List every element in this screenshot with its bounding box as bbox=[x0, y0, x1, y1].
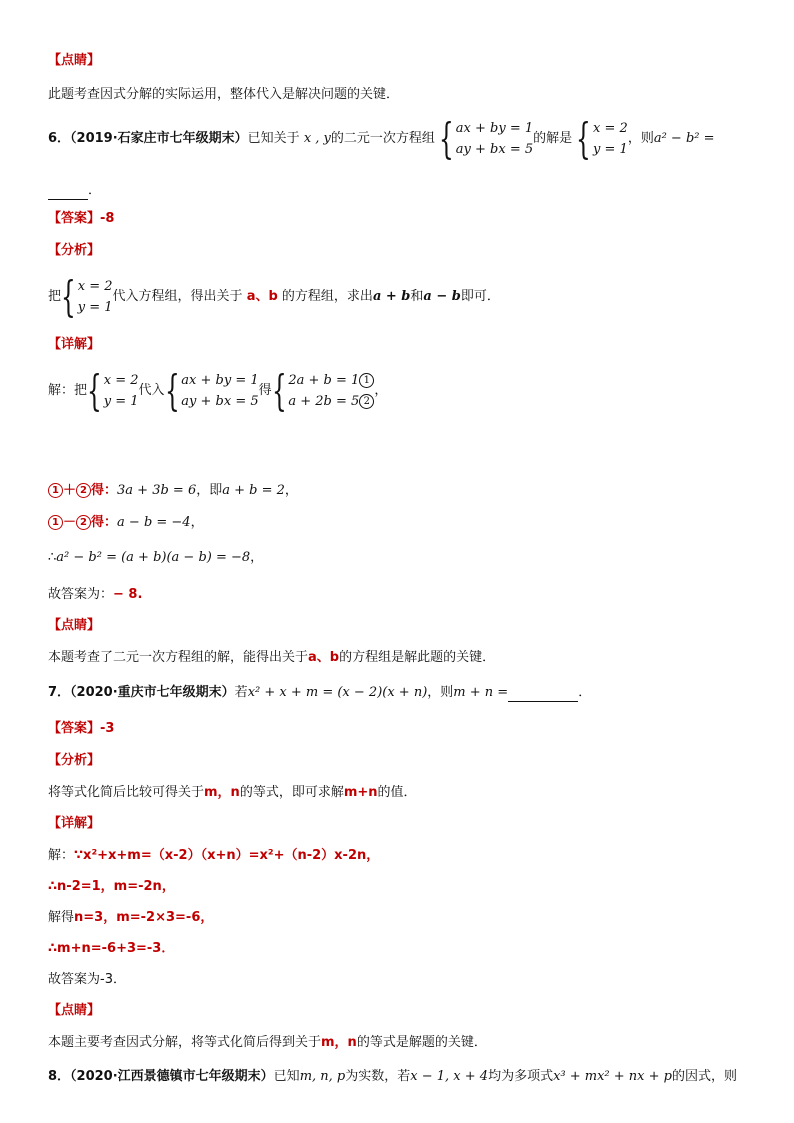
q6-brace: { bbox=[271, 365, 287, 415]
q6-circled-1: 1 bbox=[359, 373, 374, 388]
q8-stem-c: 均为多项式 bbox=[488, 1069, 554, 1084]
q7-answer-value: -3 bbox=[100, 721, 115, 736]
q6-step3 bbox=[48, 549, 263, 567]
q7-detail-3 bbox=[48, 909, 213, 927]
q8-poly: x³ + mx² + nx + p bbox=[553, 1069, 672, 1084]
q6-detail-b: 代入 bbox=[138, 383, 165, 398]
q5-dianjing-text: 此题考查因式分解的实际运用，整体代入是解决问题的关键． bbox=[48, 87, 400, 102]
q6-detail-a: 解：把 bbox=[48, 383, 88, 398]
q6-blank-line bbox=[48, 182, 101, 200]
q6-detail-end: ， bbox=[374, 383, 388, 398]
q7-stem bbox=[48, 684, 591, 702]
q6-dianjing-heading: 【点睛】 bbox=[48, 618, 101, 633]
q7-answer-heading: 【答案】 bbox=[48, 721, 101, 736]
q7-final: 故答案为-3． bbox=[48, 972, 126, 987]
q6-blank-end: ． bbox=[88, 183, 102, 198]
q6-solution-system bbox=[576, 113, 628, 163]
q6-detail-sol1: x = 2 bbox=[103, 372, 139, 388]
q6-step3-end: ， bbox=[250, 550, 264, 565]
q7-dianjing-a: 本题主要考查因式分解，将等式化简后得到关于 bbox=[48, 1035, 322, 1050]
q6-stem-c: 的解是 bbox=[533, 131, 573, 146]
q6-fenxi-d: 即可． bbox=[460, 289, 500, 304]
q6-step2-minus: － bbox=[63, 515, 77, 530]
q6-sol-row2: y = 1 bbox=[593, 141, 628, 157]
q6-brace: { bbox=[87, 365, 102, 415]
q6-step1-plus: ＋ bbox=[63, 483, 77, 498]
q6-answer-blank bbox=[48, 185, 88, 200]
q6-sol-row1: x = 2 bbox=[593, 120, 628, 136]
q6-final-a: 故答案为： bbox=[48, 587, 114, 602]
q7-number: 7． bbox=[48, 685, 71, 700]
q6-source: （2019·石家庄市七年级期末） bbox=[70, 131, 248, 146]
q6-detail-solution bbox=[87, 365, 139, 415]
q7-d3-b: n=3，m=-2×3=-6， bbox=[74, 910, 214, 925]
q6-detail-system bbox=[164, 365, 259, 415]
q6-fenxi-sol1: x = 2 bbox=[77, 278, 113, 294]
q8-vars: m, n, p bbox=[299, 1069, 346, 1084]
q6-step1-end: ， bbox=[284, 483, 298, 498]
q7-d1-b: ∵x²+x+m=（x-2）（x+n）=x²+（n-2）x-2n， bbox=[74, 848, 380, 863]
q7-stem-a: 若 bbox=[234, 685, 248, 700]
q6-final-b: − 8. bbox=[113, 587, 143, 602]
q6-dianjing-ab: a、b bbox=[308, 650, 340, 665]
q7-dianjing-mn: m，n bbox=[321, 1035, 357, 1050]
q6-dianjing-a: 本题考查了二元一次方程组的解，能得出关于 bbox=[48, 650, 309, 665]
q6-step1 bbox=[48, 482, 298, 500]
q6-stem-b: 的二元一次方程组 bbox=[330, 131, 435, 146]
q6-fenxi-e2: a − b bbox=[423, 289, 461, 304]
q6-step2-expr: a − b = −4 bbox=[117, 515, 191, 530]
q6-step1-res: a + b = 2 bbox=[222, 483, 285, 498]
q6-xiangjie-heading: 【详解】 bbox=[48, 337, 101, 352]
q6-brace: { bbox=[576, 113, 592, 163]
q6-detail-sys1: ax + by = 1 bbox=[181, 372, 259, 388]
q6-dianjing-text bbox=[48, 649, 495, 667]
q7-fenxi-mn: m，n bbox=[204, 785, 240, 800]
q7-stem-b: ，则 bbox=[427, 685, 454, 700]
q6-vars: x , y bbox=[303, 131, 331, 146]
q6-fenxi-a: 把 bbox=[48, 289, 62, 304]
q7-fenxi-text bbox=[48, 784, 417, 802]
q7-d3-a: 解得 bbox=[48, 910, 75, 925]
q7-dianjing-heading: 【点睛】 bbox=[48, 1003, 101, 1018]
q6-ask-expr: a² − b² = bbox=[653, 131, 715, 146]
q6-step1-expr: 3a + 3b = 6 bbox=[117, 483, 197, 498]
q7-fenxi-mn2: m+n bbox=[343, 785, 378, 800]
q7-fenxi-b: 的等式，即可求解 bbox=[239, 785, 344, 800]
q6-sys-row1: ax + by = 1 bbox=[455, 120, 534, 136]
q6-step3-expr: a² − b² = (a + b)(a − b) = −8 bbox=[56, 550, 251, 565]
q6-stem-d: ，则 bbox=[627, 131, 654, 146]
q7-stem-end: ． bbox=[578, 685, 592, 700]
q6-final bbox=[48, 586, 142, 604]
q7-detail-4: ∴m+n=-6+3=-3． bbox=[48, 941, 175, 956]
q6-stem-a: 已知关于 bbox=[247, 131, 300, 146]
q6-eq1: 2a + b = 1 bbox=[288, 372, 360, 388]
q7-d1-a: 解： bbox=[48, 848, 75, 863]
q7-answer bbox=[48, 720, 114, 738]
q6-step1-de: 得： bbox=[91, 483, 118, 498]
q8-stem-a: 已知 bbox=[273, 1069, 300, 1084]
q8-stem-b: 为实数，若 bbox=[345, 1069, 411, 1084]
q8-number: 8． bbox=[48, 1069, 71, 1084]
q6-detail-line1 bbox=[48, 365, 388, 415]
q6-step2-circ1: 1 bbox=[48, 515, 63, 530]
q6-brace: { bbox=[164, 365, 180, 415]
q6-step1-mid: ，即 bbox=[196, 483, 223, 498]
q7-ask-expr: m + n = bbox=[453, 685, 509, 700]
q6-answer-value: -8 bbox=[100, 211, 115, 226]
q6-fenxi-text bbox=[48, 271, 500, 321]
q6-fenxi-and: 和 bbox=[410, 289, 424, 304]
q6-step2 bbox=[48, 514, 204, 532]
q6-circled-2: 2 bbox=[359, 394, 374, 409]
q5-dianjing-heading: 【点睛】 bbox=[48, 53, 101, 68]
q6-answer-heading: 【答案】 bbox=[48, 211, 101, 226]
q6-equation-system bbox=[439, 113, 534, 163]
q6-eq2: a + 2b = 5 bbox=[288, 393, 360, 409]
q6-brace: { bbox=[439, 113, 454, 163]
q6-therefore: ∴ bbox=[48, 550, 57, 565]
q6-fenxi-sol2: y = 1 bbox=[77, 299, 113, 315]
q7-fenxi-c: 的值． bbox=[377, 785, 417, 800]
q6-fenxi-solution bbox=[61, 271, 113, 321]
q6-step2-circ2: 2 bbox=[76, 515, 91, 530]
q6-fenxi-e1: a + b bbox=[372, 289, 411, 304]
q6-brace: { bbox=[61, 271, 76, 321]
q7-dianjing-b: 的等式是解题的关键． bbox=[356, 1035, 487, 1050]
q6-fenxi-ab: a、b bbox=[246, 289, 278, 304]
q7-detail-1 bbox=[48, 847, 379, 865]
q7-xiangjie-heading: 【详解】 bbox=[48, 816, 101, 831]
q8-stem bbox=[48, 1068, 737, 1086]
q8-stem-d: 的因式，则 bbox=[672, 1069, 738, 1084]
q6-number: 6． bbox=[48, 131, 71, 146]
q6-step2-end: ， bbox=[190, 515, 204, 530]
q6-fenxi-heading: 【分析】 bbox=[48, 243, 101, 258]
q6-detail-c: 得 bbox=[258, 383, 272, 398]
q7-stem-expr: x² + x + m = (x − 2)(x + n) bbox=[247, 685, 428, 700]
q6-step1-circ1: 1 bbox=[48, 483, 63, 498]
q6-fenxi-c: 的方程组，求出 bbox=[281, 289, 373, 304]
q6-detail-sys2: ay + bx = 5 bbox=[181, 393, 259, 409]
q7-detail-2: ∴n-2=1，m=-2n， bbox=[48, 879, 175, 894]
q6-stem bbox=[48, 113, 715, 163]
q6-detail-sol2: y = 1 bbox=[103, 393, 139, 409]
q6-step1-circ2: 2 bbox=[76, 483, 91, 498]
q7-answer-blank bbox=[508, 687, 578, 702]
q6-dianjing-b: 的方程组是解此题的关键． bbox=[339, 650, 496, 665]
q7-source: （2020·重庆市七年级期末） bbox=[70, 685, 235, 700]
q6-answer bbox=[48, 210, 114, 228]
q6-step2-de: 得： bbox=[91, 515, 118, 530]
q7-dianjing-text bbox=[48, 1034, 487, 1052]
q6-detail-derived-system bbox=[271, 365, 375, 415]
q8-source: （2020·江西景德镇市七年级期末） bbox=[70, 1069, 274, 1084]
q7-fenxi-heading: 【分析】 bbox=[48, 753, 101, 768]
q6-fenxi-b: 代入方程组，得出关于 bbox=[112, 289, 243, 304]
q7-fenxi-a: 将等式化简后比较可得关于 bbox=[48, 785, 205, 800]
q8-factors: x − 1, x + 4 bbox=[410, 1069, 489, 1084]
q6-sys-row2: ay + bx = 5 bbox=[455, 141, 534, 157]
